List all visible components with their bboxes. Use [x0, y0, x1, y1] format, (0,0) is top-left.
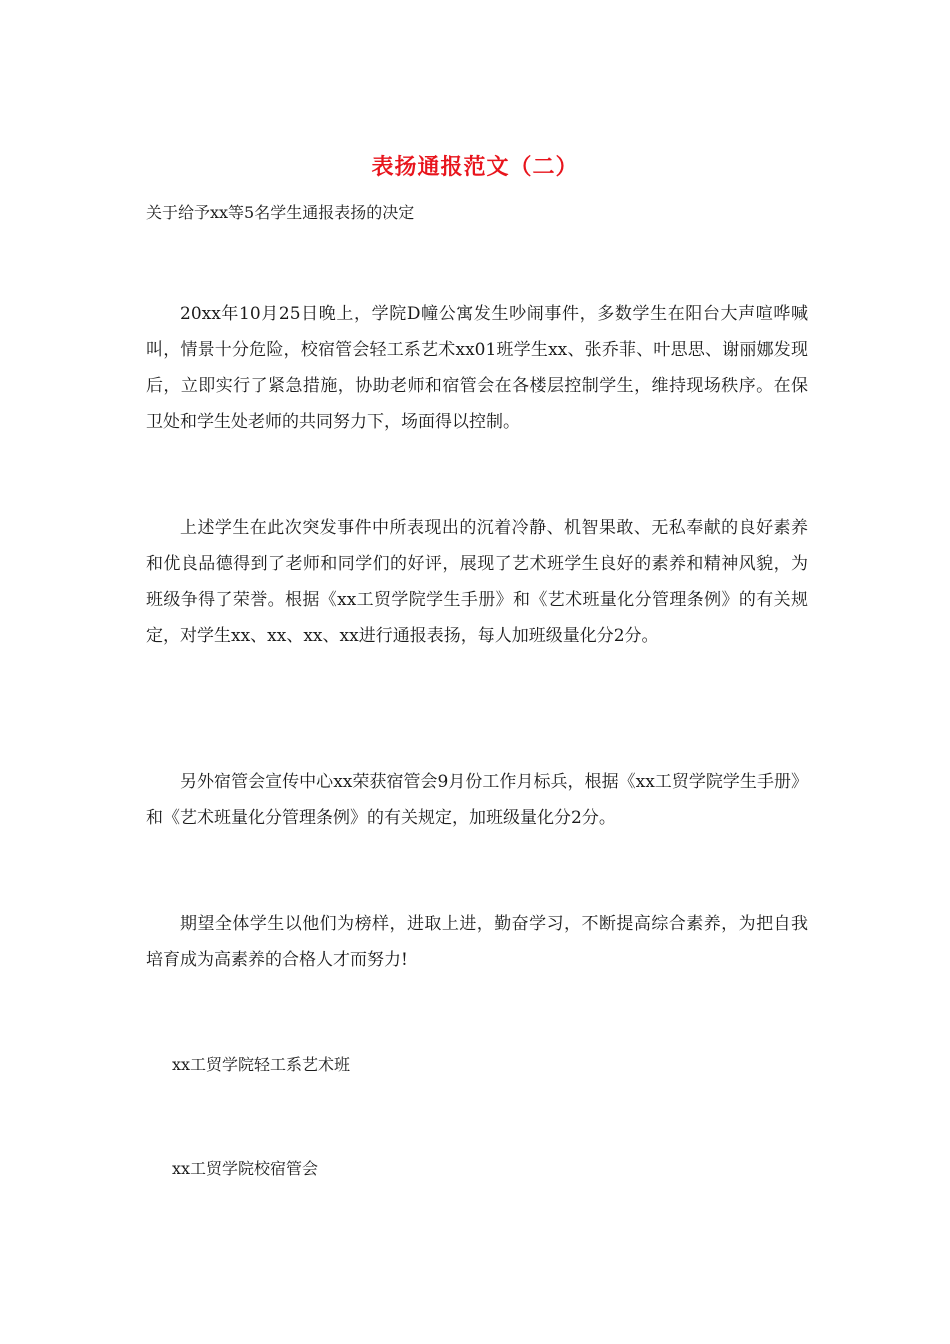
paragraph-additional-award: 另外宿管会宣传中心xx荣获宿管会9月份工作月标兵，根据《xx工贸学院学生手册》和《艺术班量化分管理条例》的有关规定，加班级量化分2分。 [146, 772, 808, 828]
signature-art-class: xx工贸学院轻工系艺术班 [172, 1055, 351, 1074]
paragraph-commendation: 上述学生在此次突发事件中所表现出的沉着冷静、机智果敢、无私奉献的良好素养和优良品德得到了老师和同学们的好评，展现了艺术班学生良好的素养和精神风貌，为班级争得了荣誉。根据《xx工贸学院学生手册》和《艺术班量化分管理条例》的有关规定，对学生xx、xx、xx、xx进行通报表扬，每人加班级量化分2分。 [146, 518, 808, 646]
document-title: 表扬通报范文（二） [371, 154, 579, 180]
signature-dorm-committee: xx工贸学院校宿管会 [172, 1159, 319, 1178]
paragraph-incident: 20xx年10月25日晚上，学院D幢公寓发生吵闹事件，多数学生在阳台大声喧哗喊叫，情景十分危险，校宿管会轻工系艺术xx01班学生xx、张乔菲、叶思思、谢丽娜发现后，立即实行了紧急措施，协助老师和宿管会在各楼层控制学生，维持现场秩序。在保卫处和学生处老师的共同努力下，场面得以控制。 [146, 304, 808, 432]
document-subtitle: 关于给予xx等5名学生通报表扬的决定 [146, 203, 415, 222]
paragraph-expectation: 期望全体学生以他们为榜样，进取上进，勤奋学习，不断提高综合素养，为把自我培育成为高素养的合格人才而努力! [146, 914, 808, 970]
